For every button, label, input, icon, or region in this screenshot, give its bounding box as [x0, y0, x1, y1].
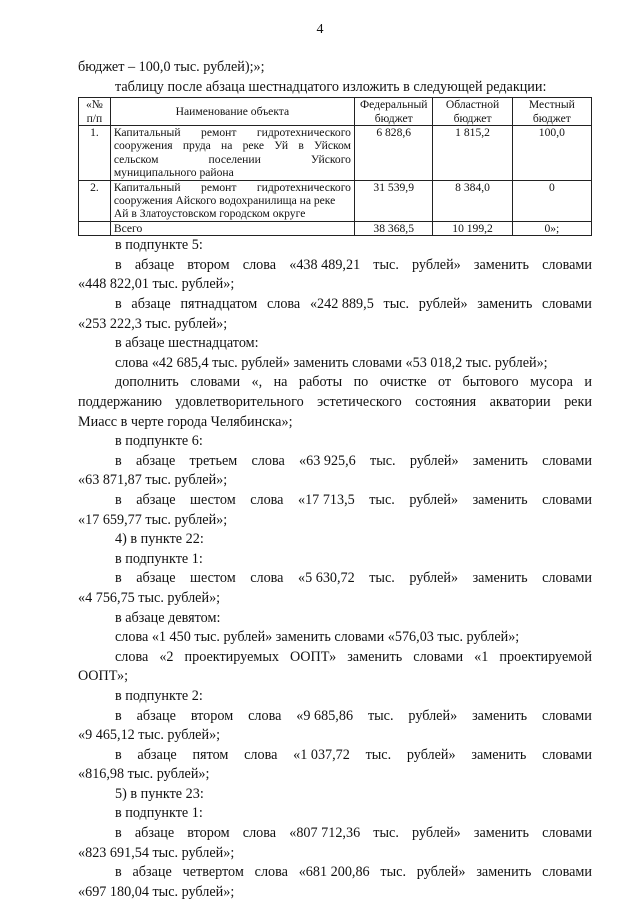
word: в: [115, 570, 122, 587]
word: на: [221, 139, 233, 153]
word: Уйского: [310, 152, 351, 166]
paragraph-line: [78, 707, 592, 727]
word: рублей»: [409, 491, 459, 508]
header-regional: [433, 98, 512, 126]
word: «5 630,72: [297, 570, 355, 587]
word: реке: [242, 139, 265, 153]
word: в: [115, 746, 122, 763]
header-local-line: бюджет: [532, 111, 571, 125]
word: мусора: [530, 374, 573, 391]
paragraph-line: «697 180,04 тыс. рублей»;: [78, 883, 235, 900]
word: тыс.: [383, 296, 410, 313]
header-name: Наименование объекта: [110, 98, 354, 126]
word: рублей»: [412, 256, 461, 273]
word: ремонт: [201, 126, 237, 139]
word: словами: [413, 648, 464, 665]
word: абзаце: [136, 491, 176, 508]
paragraph-line: [78, 648, 592, 668]
word: в: [115, 256, 122, 273]
word: втором: [187, 825, 230, 842]
word: «9 685,86: [296, 707, 354, 724]
word: поддержанию: [78, 394, 162, 410]
word: словами: [542, 256, 592, 273]
word: рублей»: [408, 707, 458, 724]
paragraph-line: в абзаце шестнадцатом:: [115, 335, 259, 352]
word: реки: [564, 394, 592, 410]
word: от: [437, 374, 452, 391]
word: состояния: [415, 394, 477, 410]
word: заменить: [472, 570, 528, 587]
word: слова: [250, 570, 284, 587]
word: заменить: [472, 707, 528, 724]
word: по: [353, 374, 369, 391]
paragraph-line: в подпункте 1:: [115, 550, 203, 567]
word: слова: [115, 648, 149, 665]
word: проектируемых: [184, 648, 279, 665]
amendments-text: [78, 236, 592, 902]
word: в: [115, 864, 122, 881]
row-federal-budget: 31 539,9: [354, 180, 432, 221]
object-name-line: [114, 194, 351, 207]
word: Капитальный: [113, 126, 181, 139]
header-regional-line: Областной: [445, 98, 500, 112]
word: тыс.: [367, 707, 394, 724]
word: работы: [298, 374, 343, 391]
word: очистке: [379, 374, 427, 391]
paragraph-line: «448 822,01 тыс. рублей»;: [78, 276, 235, 293]
paragraph-line: слова «1 450 тыс. рублей» заменить словами «576,03 тыс. рублей»;: [115, 629, 520, 646]
word: словами: [542, 452, 592, 469]
object-name-line: [114, 181, 351, 194]
word: сельском: [113, 152, 159, 166]
word: рублей»: [418, 296, 468, 313]
word: тыс.: [373, 256, 399, 273]
paragraph-line: «823 691,54 тыс. рублей»;: [78, 844, 235, 861]
word: рублей»: [406, 746, 456, 763]
object-name-line: [114, 139, 351, 152]
intro-line: бюджет – 100,0 тыс. рублей);»;: [78, 59, 265, 75]
paragraph-line: «253 222,3 тыс. рублей»;: [78, 315, 228, 332]
word: сооружения Айского водохранилища на реке: [113, 194, 336, 208]
word: в: [115, 707, 122, 724]
object-name: [110, 126, 354, 181]
table-header-row: [79, 98, 592, 126]
word: заменить: [477, 296, 533, 313]
total-label: Всего: [110, 221, 354, 235]
word: втором: [187, 256, 230, 273]
word: слова: [248, 707, 282, 724]
paragraph-line: [78, 295, 592, 315]
header-local: [512, 98, 591, 126]
word: абзаце: [137, 746, 177, 763]
object-name-line: [114, 166, 351, 179]
word: словами: [542, 570, 592, 587]
paragraph-line: в подпункте 2:: [115, 687, 203, 704]
total-num-cell: [79, 221, 111, 235]
word: слова: [250, 491, 284, 508]
word: словами: [190, 374, 241, 391]
word: сооружения: [113, 139, 173, 153]
word: заменить: [347, 648, 403, 665]
table-body: [79, 126, 592, 222]
word: гидротехнического: [256, 126, 351, 139]
total-local: 0»;: [512, 221, 591, 235]
word: слова: [254, 864, 288, 881]
word: тыс.: [370, 452, 396, 469]
word: Ай в Златоустовском городском округе: [113, 207, 306, 221]
word: тыс.: [380, 864, 406, 881]
header-regional-line: бюджет: [453, 111, 492, 125]
word: заменить: [472, 491, 528, 508]
word: абзаце: [134, 825, 175, 842]
word: «807 712,36: [289, 825, 361, 842]
word: на: [273, 374, 288, 391]
word: Уйском: [314, 139, 351, 153]
word: абзаце: [131, 296, 171, 313]
word: в: [115, 296, 122, 313]
header-local-line: Местный: [528, 98, 575, 112]
word: шестом: [190, 570, 236, 587]
word: слова: [244, 746, 278, 763]
word: словами: [542, 746, 592, 763]
word: рублей»: [412, 825, 461, 842]
paragraph-line: [78, 569, 592, 589]
word: ремонт: [201, 180, 237, 194]
word: акватории: [489, 394, 551, 410]
word: словами: [542, 825, 592, 842]
object-name-line: [114, 153, 351, 166]
word: рублей»: [409, 570, 459, 587]
paragraph-line: [78, 256, 592, 276]
word: «1 037,72: [293, 746, 350, 763]
word: тыс.: [369, 570, 395, 587]
word: слова: [242, 256, 277, 273]
header-federal: [354, 98, 432, 126]
paragraph-line: [78, 863, 592, 883]
word: шестом: [190, 491, 236, 508]
word: абзаце: [134, 256, 175, 273]
paragraph-line: [78, 373, 592, 393]
word: словами: [542, 707, 592, 724]
page-number: 4: [316, 22, 324, 37]
paragraph-line: Миасс в черте города Челябинска»;: [78, 413, 293, 430]
table-intro-line: таблицу после абзаца шестнадцатого изложить в следующей редакции:: [115, 78, 547, 95]
word: тыс.: [369, 491, 395, 508]
word: «242 889,5: [309, 296, 374, 313]
total-regional: 10 199,2: [433, 221, 512, 235]
word: заменить: [473, 825, 529, 842]
object-name-line: [114, 126, 351, 139]
paragraph-line: ООПТ»;: [78, 668, 129, 685]
word: тыс.: [365, 746, 392, 763]
word: гидротехнического: [256, 180, 351, 194]
word: в: [115, 452, 122, 469]
table-row: [79, 126, 592, 181]
row-local-budget: 0: [512, 180, 591, 221]
word: Уй: [274, 139, 289, 153]
document-body: [78, 58, 592, 902]
word: втором: [190, 707, 234, 724]
word: дополнить: [115, 374, 179, 391]
word: третьем: [189, 452, 238, 469]
word: слова: [251, 452, 285, 469]
table-row: [79, 180, 592, 221]
word: в: [298, 139, 304, 153]
word: абзаце: [136, 707, 176, 724]
word: словами: [542, 864, 592, 881]
row-local-budget: 100,0: [512, 126, 591, 181]
word: «1: [474, 648, 489, 665]
paragraph-line: [78, 393, 592, 413]
paragraph-line: в подпункте 5:: [115, 237, 203, 254]
word: тыс.: [373, 825, 399, 842]
word: и: [584, 374, 592, 391]
paragraph-line: [78, 824, 592, 844]
word: слова: [242, 825, 277, 842]
word: «681 200,86: [298, 864, 370, 881]
total-federal: 38 368,5: [354, 221, 432, 235]
paragraph-line: «4 756,75 тыс. рублей»;: [78, 589, 221, 606]
row-regional-budget: 8 384,0: [433, 180, 512, 221]
paragraph-line: 4) в пункте 22:: [115, 531, 204, 548]
word: «17 713,5: [297, 491, 355, 508]
header-federal-line: Федеральный: [359, 98, 428, 112]
word: Капитальный: [113, 180, 181, 194]
row-federal-budget: 6 828,6: [354, 126, 432, 181]
word: заменить: [472, 452, 528, 469]
header-num: [79, 98, 111, 126]
word: абзаце: [132, 864, 172, 881]
paragraph-line: [78, 491, 592, 511]
word: четвертом: [182, 864, 244, 881]
word: «2: [159, 648, 174, 665]
word: словами: [542, 296, 592, 313]
word: абзаце: [135, 452, 176, 469]
header-num-line: п/п: [86, 111, 103, 125]
row-number: 1.: [79, 126, 111, 181]
row-regional-budget: 1 815,2: [433, 126, 512, 181]
word: пятнадцатом: [180, 296, 258, 313]
word: удовлетворительного: [175, 394, 304, 410]
word: «,: [251, 374, 263, 391]
word: бытового: [462, 374, 519, 391]
paragraph-line: «17 659,77 тыс. рублей»;: [78, 511, 228, 528]
paragraph-line: [78, 452, 592, 472]
word: абзаце: [136, 570, 176, 587]
word: проектируемой: [499, 648, 592, 665]
paragraph-line: в подпункте 1:: [115, 805, 203, 822]
paragraph-line: «63 871,87 тыс. рублей»;: [78, 472, 228, 489]
word: заменить: [471, 746, 527, 763]
word: словами: [542, 491, 592, 508]
word: рублей»: [416, 864, 466, 881]
word: пятом: [192, 746, 229, 763]
word: «438 489,21: [289, 256, 361, 273]
row-number: 2.: [79, 180, 111, 221]
paragraph-line: «816,98 тыс. рублей»;: [78, 766, 210, 783]
object-name-line: [114, 207, 351, 220]
paragraph-line: 5) в пункте 23:: [115, 785, 204, 802]
object-name: [110, 180, 354, 221]
paragraph-line: в подпункте 6:: [115, 433, 203, 450]
word: «63 925,6: [299, 452, 356, 469]
header-num-line: «№: [85, 98, 103, 112]
word: заменить: [473, 256, 529, 273]
word: муниципального района: [113, 166, 234, 180]
word: эстетического: [317, 394, 402, 410]
paragraph-line: в абзаце девятом:: [115, 609, 221, 626]
word: пруда: [182, 139, 211, 153]
word: слова: [266, 296, 301, 313]
word: заменить: [476, 864, 532, 881]
paragraph-line: слова «42 685,4 тыс. рублей» заменить словами «53 018,2 тыс. рублей»;: [115, 354, 548, 371]
word: в: [115, 491, 122, 508]
table-total-row: [79, 221, 592, 235]
header-federal-line: бюджет: [374, 111, 413, 125]
paragraph-line: «9 465,12 тыс. рублей»;: [78, 727, 221, 744]
word: поселении: [208, 152, 261, 166]
word: в: [115, 825, 122, 842]
word: рублей»: [409, 452, 459, 469]
word: ООПТ»: [290, 648, 337, 665]
objects-table: [78, 97, 592, 236]
paragraph-line: [78, 746, 592, 766]
